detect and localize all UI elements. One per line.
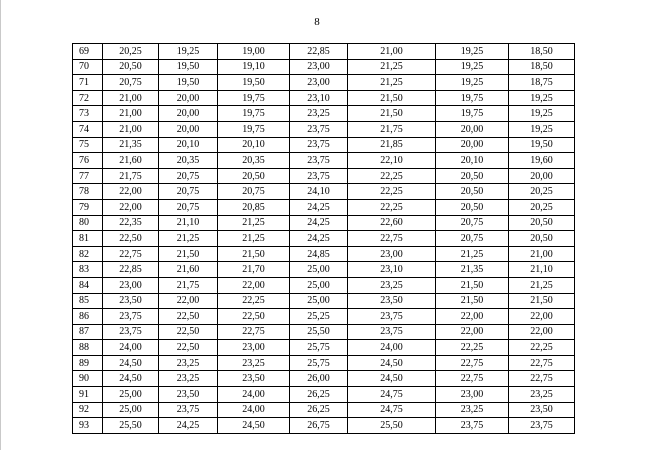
table-cell: 25,00 [103, 387, 159, 403]
table-cell: 20,75 [103, 75, 159, 91]
table-cell: 23,50 [103, 293, 159, 309]
table-cell: 24,25 [290, 231, 348, 247]
table-cell: 23,00 [348, 246, 436, 262]
table-cell: 24,75 [348, 402, 436, 418]
table-cell: 20,10 [218, 137, 290, 153]
row-index-cell: 70 [73, 59, 103, 75]
table-row [73, 355, 575, 371]
table-cell: 22,85 [103, 262, 159, 278]
table-cell: 21,00 [103, 106, 159, 122]
table-cell: 25,00 [290, 262, 348, 278]
table-row [73, 309, 575, 325]
table-cell: 25,00 [290, 293, 348, 309]
row-index-cell: 79 [73, 199, 103, 215]
table-cell: 19,50 [218, 75, 290, 91]
table-cell: 24,50 [348, 371, 436, 387]
table-row [73, 137, 575, 153]
table-cell: 21,60 [159, 262, 218, 278]
table-cell: 21,35 [103, 137, 159, 153]
row-index-cell: 71 [73, 75, 103, 91]
table-cell: 24,00 [218, 387, 290, 403]
row-index-cell: 80 [73, 215, 103, 231]
table-cell: 20,25 [509, 199, 575, 215]
table-cell: 22,75 [103, 246, 159, 262]
table-cell: 20,50 [436, 199, 509, 215]
table-cell: 23,00 [290, 59, 348, 75]
table-cell: 23,25 [218, 355, 290, 371]
table-cell: 23,50 [509, 402, 575, 418]
table-cell: 23,00 [218, 340, 290, 356]
table-cell: 23,75 [436, 418, 509, 434]
table-cell: 25,75 [290, 355, 348, 371]
table-cell: 23,75 [290, 137, 348, 153]
table-row [73, 402, 575, 418]
table-cell: 21,75 [159, 277, 218, 293]
table-cell: 22,25 [436, 340, 509, 356]
table-cell: 25,50 [348, 418, 436, 434]
table-cell: 22,00 [159, 293, 218, 309]
table-cell: 24,25 [290, 199, 348, 215]
table-cell: 20,10 [159, 137, 218, 153]
table-cell: 23,00 [103, 277, 159, 293]
table-cell: 23,00 [436, 387, 509, 403]
table-cell: 19,00 [218, 44, 290, 60]
table-cell: 22,60 [348, 215, 436, 231]
table-cell: 19,25 [159, 44, 218, 60]
table-cell: 23,25 [159, 355, 218, 371]
row-index-cell: 83 [73, 262, 103, 278]
row-index-cell: 86 [73, 309, 103, 325]
table-cell: 20,50 [509, 215, 575, 231]
table-cell: 20,75 [159, 199, 218, 215]
table-cell: 19,75 [436, 106, 509, 122]
table-cell: 19,50 [509, 137, 575, 153]
table-cell: 23,75 [290, 153, 348, 169]
row-index-cell: 72 [73, 90, 103, 106]
table-cell: 20,25 [509, 184, 575, 200]
table-cell: 19,10 [218, 59, 290, 75]
row-index-cell: 82 [73, 246, 103, 262]
row-index-cell: 93 [73, 418, 103, 434]
table-cell: 22,50 [159, 340, 218, 356]
table-cell: 21,50 [348, 90, 436, 106]
table-cell: 20,75 [159, 168, 218, 184]
table-cell: 22,00 [103, 184, 159, 200]
row-index-cell: 76 [73, 153, 103, 169]
table-cell: 21,00 [103, 121, 159, 137]
table-row [73, 121, 575, 137]
table-cell: 24,50 [103, 355, 159, 371]
table-cell: 19,25 [509, 121, 575, 137]
table-cell: 26,75 [290, 418, 348, 434]
table-cell: 23,25 [159, 371, 218, 387]
table-row [73, 340, 575, 356]
table-cell: 20,10 [436, 153, 509, 169]
row-index-cell: 89 [73, 355, 103, 371]
table-cell: 24,10 [290, 184, 348, 200]
table-cell: 22,50 [159, 309, 218, 325]
table-cell: 23,75 [509, 418, 575, 434]
table-cell: 21,60 [103, 153, 159, 169]
table-cell: 20,35 [218, 153, 290, 169]
table-cell: 19,75 [436, 90, 509, 106]
table-cell: 23,25 [290, 106, 348, 122]
table-row [73, 184, 575, 200]
table-cell: 21,70 [218, 262, 290, 278]
table-row [73, 371, 575, 387]
row-index-cell: 87 [73, 324, 103, 340]
table-cell: 24,50 [103, 371, 159, 387]
table-cell: 19,50 [159, 75, 218, 91]
table-cell: 24,25 [159, 418, 218, 434]
table-cell: 19,75 [218, 90, 290, 106]
table-cell: 22,75 [218, 324, 290, 340]
row-index-cell: 74 [73, 121, 103, 137]
table-cell: 23,25 [436, 402, 509, 418]
table-cell: 24,50 [218, 418, 290, 434]
table-cell: 18,50 [509, 44, 575, 60]
table-cell: 22,00 [509, 324, 575, 340]
table-cell: 22,50 [159, 324, 218, 340]
table-cell: 20,75 [159, 184, 218, 200]
table-cell: 21,10 [509, 262, 575, 278]
table-cell: 20,25 [103, 44, 159, 60]
table-cell: 22,50 [103, 231, 159, 247]
row-index-cell: 92 [73, 402, 103, 418]
table-cell: 21,50 [348, 106, 436, 122]
table-cell: 20,00 [159, 90, 218, 106]
table-cell: 22,25 [218, 293, 290, 309]
table-cell: 20,50 [436, 168, 509, 184]
table-row [73, 44, 575, 60]
table-cell: 22,00 [218, 277, 290, 293]
table-cell: 26,00 [290, 371, 348, 387]
table-cell: 24,50 [348, 355, 436, 371]
table-row [73, 215, 575, 231]
table-cell: 20,85 [218, 199, 290, 215]
table-cell: 21,25 [509, 277, 575, 293]
table-body [73, 44, 575, 434]
table-cell: 21,00 [509, 246, 575, 262]
table-cell: 23,75 [103, 309, 159, 325]
table-cell: 22,50 [218, 309, 290, 325]
table-cell: 25,00 [290, 277, 348, 293]
table-cell: 19,75 [218, 106, 290, 122]
table-cell: 22,25 [348, 184, 436, 200]
table-cell: 24,25 [290, 215, 348, 231]
table-cell: 22,35 [103, 215, 159, 231]
table-cell: 20,50 [509, 231, 575, 247]
table-cell: 19,25 [509, 106, 575, 122]
table-cell: 21,00 [348, 44, 436, 60]
table-cell: 21,50 [436, 293, 509, 309]
table-cell: 23,75 [159, 402, 218, 418]
table-cell: 18,50 [509, 59, 575, 75]
table-cell: 22,75 [436, 371, 509, 387]
table-cell: 23,10 [290, 90, 348, 106]
table-cell: 19,25 [436, 44, 509, 60]
table-cell: 22,25 [348, 199, 436, 215]
table-cell: 20,50 [103, 59, 159, 75]
table-cell: 23,75 [103, 324, 159, 340]
table-cell: 22,75 [509, 371, 575, 387]
row-index-cell: 90 [73, 371, 103, 387]
table-cell: 22,00 [509, 309, 575, 325]
table-row [73, 277, 575, 293]
row-index-cell: 91 [73, 387, 103, 403]
table-cell: 24,00 [348, 340, 436, 356]
table-cell: 22,00 [103, 199, 159, 215]
table-cell: 21,25 [218, 215, 290, 231]
table-cell: 23,10 [348, 262, 436, 278]
table-cell: 23,25 [348, 277, 436, 293]
table-cell: 19,25 [436, 59, 509, 75]
table-cell: 21,50 [159, 246, 218, 262]
table-row [73, 75, 575, 91]
table-cell: 19,50 [159, 59, 218, 75]
table-cell: 23,00 [290, 75, 348, 91]
table-cell: 22,00 [436, 324, 509, 340]
table-cell: 24,00 [103, 340, 159, 356]
table-cell: 20,75 [436, 215, 509, 231]
row-index-cell: 69 [73, 44, 103, 60]
table-cell: 21,85 [348, 137, 436, 153]
table-cell: 19,60 [509, 153, 575, 169]
table-cell: 26,25 [290, 387, 348, 403]
table-cell: 26,25 [290, 402, 348, 418]
data-table [72, 43, 575, 434]
row-index-cell: 77 [73, 168, 103, 184]
table-cell: 21,25 [348, 59, 436, 75]
table-cell: 25,00 [103, 402, 159, 418]
table-cell: 20,00 [509, 168, 575, 184]
table-row [73, 59, 575, 75]
table-cell: 24,85 [290, 246, 348, 262]
table-cell: 23,75 [290, 168, 348, 184]
table-cell: 20,35 [159, 153, 218, 169]
table-cell: 23,50 [159, 387, 218, 403]
table-row [73, 324, 575, 340]
table-cell: 21,75 [348, 121, 436, 137]
table-cell: 23,25 [509, 387, 575, 403]
table-cell: 21,75 [103, 168, 159, 184]
table-cell: 19,25 [509, 90, 575, 106]
table-cell: 19,75 [218, 121, 290, 137]
row-index-cell: 75 [73, 137, 103, 153]
table-cell: 25,50 [103, 418, 159, 434]
table-cell: 20,00 [159, 121, 218, 137]
table-cell: 24,00 [218, 402, 290, 418]
table-cell: 25,25 [290, 309, 348, 325]
table-cell: 20,75 [218, 184, 290, 200]
table-cell: 20,00 [436, 121, 509, 137]
table-row [73, 231, 575, 247]
table-cell: 22,75 [348, 231, 436, 247]
row-index-cell: 84 [73, 277, 103, 293]
table-row [73, 153, 575, 169]
table-cell: 19,25 [436, 75, 509, 91]
table-cell: 20,00 [436, 137, 509, 153]
table-row [73, 199, 575, 215]
table-cell: 21,25 [436, 246, 509, 262]
table-cell: 21,50 [509, 293, 575, 309]
table-cell: 22,85 [290, 44, 348, 60]
table-row [73, 168, 575, 184]
table-cell: 25,75 [290, 340, 348, 356]
table-cell: 22,00 [436, 309, 509, 325]
table-row [73, 262, 575, 278]
table-cell: 21,00 [103, 90, 159, 106]
table-cell: 21,25 [159, 231, 218, 247]
row-index-cell: 88 [73, 340, 103, 356]
table-cell: 23,75 [348, 309, 436, 325]
table-cell: 21,10 [159, 215, 218, 231]
table-cell: 23,50 [348, 293, 436, 309]
row-index-cell: 73 [73, 106, 103, 122]
row-index-cell: 78 [73, 184, 103, 200]
table-row [73, 90, 575, 106]
table-cell: 22,75 [509, 355, 575, 371]
table-cell: 21,25 [348, 75, 436, 91]
table-cell: 21,50 [436, 277, 509, 293]
table-row [73, 106, 575, 122]
table-cell: 21,25 [218, 231, 290, 247]
table-cell: 22,10 [348, 153, 436, 169]
table-cell: 20,50 [218, 168, 290, 184]
row-index-cell: 85 [73, 293, 103, 309]
table-row [73, 418, 575, 434]
table-cell: 23,50 [218, 371, 290, 387]
table-cell: 23,75 [348, 324, 436, 340]
table-cell: 22,25 [509, 340, 575, 356]
table-cell: 23,75 [290, 121, 348, 137]
table-cell: 21,50 [218, 246, 290, 262]
table-row [73, 387, 575, 403]
table-cell: 20,00 [159, 106, 218, 122]
table-cell: 18,75 [509, 75, 575, 91]
table-cell: 22,75 [436, 355, 509, 371]
table-cell: 20,50 [436, 184, 509, 200]
page-number: 8 [314, 16, 320, 28]
table-cell: 20,75 [436, 231, 509, 247]
table-cell: 25,50 [290, 324, 348, 340]
row-index-cell: 81 [73, 231, 103, 247]
table-cell: 24,75 [348, 387, 436, 403]
table-cell: 22,25 [348, 168, 436, 184]
table-cell: 21,35 [436, 262, 509, 278]
table-row [73, 246, 575, 262]
table-row [73, 293, 575, 309]
